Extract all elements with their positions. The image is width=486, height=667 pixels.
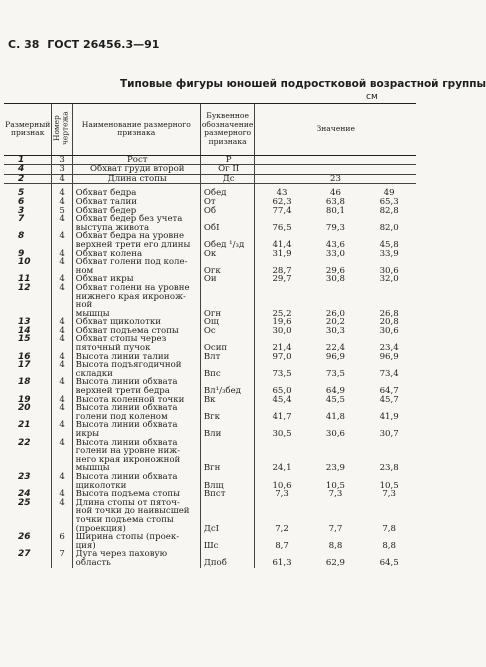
row-drawing-no: 4 [52, 353, 72, 362]
row-value-3: 49 [383, 188, 395, 199]
row-number: 9 [18, 248, 25, 259]
row-number: 1 [4, 155, 52, 165]
row-name: Обхват голени под коле- [72, 258, 200, 267]
row-symbol: Обед [200, 189, 255, 198]
row-name: нижнего края икронож- [72, 293, 200, 302]
row-number: 3 [18, 205, 25, 216]
row-name: Обхват голени на уровне [72, 284, 200, 293]
row-symbol [200, 447, 255, 456]
table-row [4, 447, 416, 456]
table-row [4, 525, 416, 534]
row-drawing-no [52, 301, 72, 310]
row-value-1: 41,4 [255, 241, 309, 250]
row-name: Обхват стопы через [72, 335, 200, 344]
row-value-1 [255, 293, 309, 302]
row-symbol: Ог II [200, 165, 255, 175]
row-value-2: 43,6 [325, 239, 346, 250]
row-value-2: 96,9 [325, 351, 346, 362]
row-value-3: 30,7 [379, 429, 399, 439]
row-name: Обхват бедра на уровне [72, 232, 200, 241]
row-number [4, 456, 52, 465]
row-number [4, 293, 52, 302]
row-value-2 [309, 155, 363, 165]
row-name: выступа живота [72, 224, 200, 233]
row-value-3: 23,4 [379, 343, 399, 354]
row-number [4, 507, 52, 516]
row-name: икры [72, 430, 200, 439]
row-symbol: Ощ [200, 318, 255, 327]
table-header-row [4, 104, 416, 156]
row-value-3: 20,8 [379, 317, 399, 328]
row-value-3: 30,6 [379, 265, 399, 276]
row-value-2 [309, 439, 363, 448]
row-value-2: 73,5 [325, 368, 346, 379]
row-drawing-no: 6 [52, 533, 72, 542]
row-value-3: 26,8 [379, 308, 399, 319]
row-value-3: 41,9 [379, 411, 399, 422]
row-drawing-no [52, 516, 72, 525]
row-value-1 [255, 165, 309, 175]
row-value-2: 8,8 [328, 540, 343, 551]
row-symbol: Впс [200, 370, 255, 379]
row-value-3: 45,7 [379, 394, 399, 405]
row-number [4, 559, 52, 568]
row-value-3: 10,5 [379, 480, 399, 491]
row-value-1: 24,1 [255, 464, 309, 473]
page-header [8, 38, 163, 51]
row-drawing-no: 4 [52, 396, 72, 405]
row-name: Обхват щиколотки [72, 318, 200, 327]
row-number: 13 [18, 317, 31, 328]
row-name: голени под коленом [72, 413, 200, 422]
row-drawing-no: 4 [52, 232, 72, 241]
column-name: Наименование размерного признака [72, 104, 200, 156]
row-name: Высота линии обхвата [72, 404, 200, 413]
table-row [4, 275, 416, 284]
row-value-1: 65,0 [255, 387, 309, 396]
row-value-2: 30,8 [325, 274, 346, 285]
row-number [4, 301, 52, 310]
row-name: мышцы [72, 464, 200, 473]
table-body [4, 155, 416, 567]
row-drawing-no: 7 [52, 550, 72, 559]
row-value-2 [309, 293, 363, 302]
table-title: Типовые фигуры юношей подростковой возрастной группы [120, 78, 486, 90]
row-symbol: Влщ [200, 482, 255, 491]
row-number: 12 [18, 282, 31, 293]
row-drawing-no: 4 [52, 421, 72, 430]
row-number: 27 [18, 549, 31, 560]
row-value-2: 30,6 [325, 429, 346, 439]
row-value-2: 26,0 [325, 308, 346, 319]
row-value-3: 7,8 [382, 523, 396, 534]
row-number: 23 [18, 471, 31, 482]
row-value-3: 33,9 [379, 248, 399, 259]
row-symbol: Вгк [200, 413, 255, 422]
column-drawing-no: Номер чертежа [52, 104, 72, 156]
row-value-3: 64,5 [379, 557, 399, 568]
row-value-2: 63,8 [325, 196, 346, 207]
row-value-2: 7,3 [328, 489, 343, 500]
row-name: Высота линии обхвата [72, 378, 200, 387]
table-row [4, 353, 416, 362]
row-symbol: Огн [200, 310, 255, 319]
row-number: 14 [18, 325, 31, 336]
row-symbol: Впст [200, 490, 255, 499]
row-number [4, 224, 52, 233]
row-value-3 [362, 447, 416, 456]
row-name: Длина стопы от пяточ- [72, 499, 200, 508]
table-row [4, 284, 416, 293]
table-row [4, 293, 416, 302]
row-value-1: 61,3 [255, 559, 309, 568]
row-number: 7 [18, 214, 25, 225]
row-value-2 [309, 284, 363, 293]
row-name: Обхват подъема стопы [72, 327, 200, 336]
table-row [4, 327, 416, 336]
row-value-1: 8,7 [255, 542, 309, 551]
row-value-2: 46 [329, 188, 341, 199]
table-row [4, 207, 416, 216]
row-value-1 [255, 284, 309, 293]
table-row [4, 370, 416, 379]
row-drawing-no: 4 [52, 284, 72, 293]
row-value-3: 32,0 [379, 274, 399, 285]
row-name: Высота линии талии [72, 353, 200, 362]
row-symbol: От [200, 198, 255, 207]
row-symbol: Огк [200, 267, 255, 276]
row-drawing-no: 4 [52, 335, 72, 344]
row-symbol: Вли [200, 430, 255, 439]
row-name: Обхват груди второй [72, 165, 200, 175]
row-name: Высота подъема стопы [72, 490, 200, 499]
row-name: верхней трети его длины [72, 241, 200, 250]
row-name: голени на уровне ниж- [72, 447, 200, 456]
row-value-3 [362, 165, 416, 175]
table-row [4, 430, 416, 439]
row-drawing-no [52, 447, 72, 456]
row-symbol [200, 284, 255, 293]
row-value-2 [309, 499, 363, 508]
row-number: 19 [18, 394, 31, 405]
row-number: 18 [18, 377, 31, 388]
row-drawing-no: 4 [52, 318, 72, 327]
row-value-2: 33,0 [325, 248, 346, 259]
row-symbol: Р [200, 155, 255, 165]
row-symbol: Ок [200, 250, 255, 259]
row-drawing-no [52, 559, 72, 568]
row-symbol: Ос [200, 327, 255, 336]
row-value-3 [362, 439, 416, 448]
subheader-row [4, 174, 416, 184]
row-value-3: 96,9 [379, 351, 399, 362]
row-value-2: 79,3 [325, 222, 346, 233]
row-value-2: 62,9 [325, 557, 346, 568]
row-number: 24 [18, 489, 31, 500]
row-value-1: 30,5 [255, 430, 309, 439]
row-value-2 [309, 447, 363, 456]
table-row [4, 396, 416, 405]
row-value-1: 62,3 [255, 198, 309, 207]
row-value-1: 97,0 [255, 353, 309, 362]
row-drawing-no [52, 456, 72, 465]
row-drawing-no: 4 [52, 258, 72, 267]
column-symbol: Буквенное обозначение размерного признака [200, 104, 255, 156]
row-number: 10 [18, 257, 31, 268]
row-symbol: Вл¹/₃бед [200, 387, 255, 396]
row-value-1: 45,4 [255, 396, 309, 405]
row-name: верхней трети бедра [72, 387, 200, 396]
row-name: Обхват бедер без учета [72, 215, 200, 224]
row-value-1: 77,4 [255, 207, 309, 216]
row-value-2: 41,8 [325, 411, 346, 422]
row-number: 21 [18, 420, 31, 431]
row-value-2: 30,3 [325, 325, 346, 336]
row-value-2 [309, 507, 363, 516]
dimensions-table [4, 103, 416, 568]
row-value-1: 30,0 [255, 327, 309, 336]
row-value-3: 30,6 [379, 325, 399, 336]
row-name: Обхват бедра [72, 189, 200, 198]
row-name: Обхват колена [72, 250, 200, 259]
row-value-2: 22,4 [325, 343, 346, 354]
row-value-1: 29,7 [255, 275, 309, 284]
table-row [4, 499, 416, 508]
units-label: см [366, 92, 378, 102]
row-name: Рост [72, 155, 200, 165]
subheader-row [4, 155, 416, 165]
row-number: 8 [18, 231, 25, 242]
row-value-1: 31,9 [255, 250, 309, 259]
row-name: Ширина стопы (проек- [72, 533, 200, 542]
row-value-3 [362, 293, 416, 302]
row-value-1: 28,7 [255, 267, 309, 276]
row-name: Длина стопы [72, 174, 200, 184]
row-value-1: 25,2 [255, 310, 309, 319]
page-number: С. 38 [8, 38, 40, 51]
row-value-3: 8,8 [382, 540, 396, 551]
row-name: Высота коленной точки [72, 396, 200, 405]
row-drawing-no: 4 [52, 198, 72, 207]
row-name: ном [72, 267, 200, 276]
row-drawing-no: 4 [52, 275, 72, 284]
row-value-1 [255, 174, 309, 184]
row-number: 16 [18, 351, 31, 362]
row-value-1 [255, 499, 309, 508]
row-value-1: 19,6 [255, 318, 309, 327]
row-drawing-no: 4 [52, 189, 72, 198]
row-number: 6 [18, 196, 25, 207]
row-name: (проекция) [72, 525, 200, 534]
row-symbol [200, 507, 255, 516]
row-number: 17 [18, 360, 31, 371]
row-drawing-no: 4 [52, 361, 72, 370]
row-name: ной [72, 301, 200, 310]
row-value-1 [255, 447, 309, 456]
row-symbol: Осип [200, 344, 255, 353]
row-value-2: 45,5 [325, 394, 346, 405]
row-value-2: 29,6 [325, 265, 346, 276]
row-number: 2 [4, 174, 52, 184]
row-value-3: 82,8 [379, 205, 399, 216]
row-drawing-no: 4 [52, 215, 72, 224]
table-row [4, 559, 416, 568]
row-value-2: 23 [309, 174, 363, 184]
row-value-1: 10,6 [255, 482, 309, 491]
row-value-3: 82,0 [379, 222, 399, 233]
table-row [4, 464, 416, 473]
row-number: 20 [18, 403, 31, 414]
row-number: 11 [18, 274, 31, 285]
row-value-1: 76,5 [255, 224, 309, 233]
row-drawing-no: 4 [52, 439, 72, 448]
row-value-3: 73,4 [379, 368, 399, 379]
row-number: 5 [18, 188, 25, 199]
row-drawing-no: 4 [52, 327, 72, 336]
row-name: Высота линии обхвата [72, 439, 200, 448]
row-symbol [200, 499, 255, 508]
row-value-2: 20,2 [325, 317, 346, 328]
row-symbol: Об [200, 207, 255, 216]
row-value-3 [362, 284, 416, 293]
row-value-3 [362, 507, 416, 516]
row-number [4, 516, 52, 525]
row-value-3: 23,8 [379, 463, 399, 474]
row-drawing-no: 3 [52, 165, 72, 175]
standard-code: ГОСТ 26456.3—91 [47, 38, 160, 51]
row-value-3: 65,3 [379, 196, 399, 207]
row-drawing-no: 4 [52, 404, 72, 413]
column-size-feature: Размерный признак [4, 104, 52, 156]
row-value-2: 64,9 [325, 386, 346, 397]
table-row [4, 490, 416, 499]
row-value-3 [362, 499, 416, 508]
table-row [4, 250, 416, 259]
row-symbol [200, 293, 255, 302]
row-symbol: Ои [200, 275, 255, 284]
row-name: щиколотки [72, 482, 200, 491]
row-symbol: ДсI [200, 525, 255, 534]
row-value-2 [309, 165, 363, 175]
row-number: 25 [18, 497, 31, 508]
row-name: Высота линии обхвата [72, 421, 200, 430]
subheader-row [4, 165, 416, 175]
table-row [4, 439, 416, 448]
row-number [4, 241, 52, 250]
row-value-3: 45,8 [379, 239, 399, 250]
row-drawing-no: 4 [52, 174, 72, 184]
row-name: ция) [72, 542, 200, 551]
row-number: 15 [18, 334, 31, 345]
row-drawing-no [52, 507, 72, 516]
row-drawing-no: 4 [52, 490, 72, 499]
row-drawing-no: 4 [52, 378, 72, 387]
row-symbol: Вк [200, 396, 255, 405]
table-row [4, 507, 416, 516]
row-value-1: 43 [255, 189, 309, 198]
row-symbol: Обед ¹/₃д [200, 241, 255, 250]
table-row [4, 413, 416, 422]
row-drawing-no: 5 [52, 207, 72, 216]
row-value-3: 7,3 [382, 489, 396, 500]
row-name: ной точки до наивысшей [72, 507, 200, 516]
row-name: складки [72, 370, 200, 379]
row-value-2: 23,9 [325, 463, 346, 474]
row-symbol: ОбI [200, 224, 255, 233]
row-drawing-no [52, 293, 72, 302]
row-drawing-no: 4 [52, 473, 72, 482]
row-number [4, 447, 52, 456]
row-value-1 [255, 155, 309, 165]
row-value-3 [362, 155, 416, 165]
row-value-2: 10,5 [325, 480, 346, 491]
row-value-2: 80,1 [325, 205, 346, 216]
row-symbol: Дс [200, 174, 255, 184]
column-value: Значение [255, 104, 416, 156]
row-value-1: 73,5 [255, 370, 309, 379]
row-name: мышцы [72, 310, 200, 319]
row-value-3 [362, 174, 416, 184]
row-name: Высота подъягодичной [72, 361, 200, 370]
row-name: область [72, 559, 200, 568]
row-symbol [200, 439, 255, 448]
row-number: 26 [18, 532, 31, 543]
row-symbol: Влт [200, 353, 255, 362]
table-row [4, 224, 416, 233]
row-name: точки подъема стопы [72, 516, 200, 525]
row-value-3: 64,7 [379, 386, 399, 397]
row-name: Обхват икры [72, 275, 200, 284]
row-value-1: 21,4 [255, 344, 309, 353]
row-value-1 [255, 507, 309, 516]
row-symbol: Дпоб [200, 559, 255, 568]
row-value-1: 41,7 [255, 413, 309, 422]
row-drawing-no: 4 [52, 499, 72, 508]
row-name: него края икроножной [72, 456, 200, 465]
row-name: Высота линии обхвата [72, 473, 200, 482]
row-number: 4 [4, 165, 52, 175]
row-value-1 [255, 439, 309, 448]
row-name: пяточный пучок [72, 344, 200, 353]
row-drawing-no: 4 [52, 250, 72, 259]
row-name: Дуга через паховую [72, 550, 200, 559]
row-value-1: 7,3 [255, 490, 309, 499]
row-name: Обхват талии [72, 198, 200, 207]
row-number: 22 [18, 437, 31, 448]
row-name: Обхват бедер [72, 207, 200, 216]
table-row [4, 542, 416, 551]
row-value-2: 7,7 [328, 523, 343, 534]
row-symbol: Шс [200, 542, 255, 551]
row-drawing-no: 3 [52, 155, 72, 165]
row-symbol: Вгн [200, 464, 255, 473]
row-value-1: 7,2 [255, 525, 309, 534]
